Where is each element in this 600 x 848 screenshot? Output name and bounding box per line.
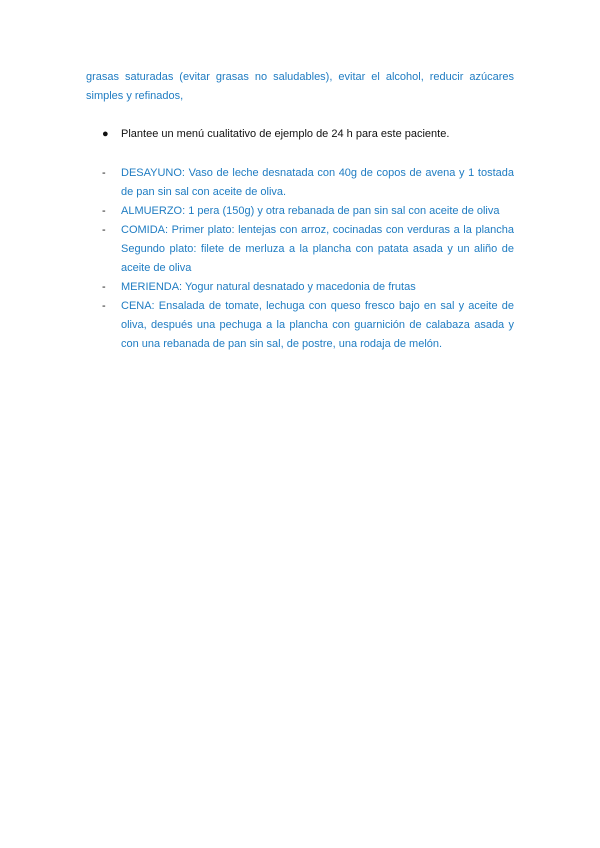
- dash-marker: -: [102, 205, 106, 217]
- dash-marker: -: [102, 224, 106, 236]
- menu-item-merienda: [102, 278, 514, 297]
- menu-item-text: MERIENDA: Yogur natural desnatado y macedonia de frutas: [121, 281, 416, 293]
- menu-item-almuerzo: [102, 202, 514, 221]
- dash-marker: -: [102, 167, 106, 179]
- menu-item-text: CENA: Ensalada de tomate, lechuga con queso fresco bajo en sal y aceite de oliva, después una pechuga a la plancha con guarnición de calabaza asada y con una rebanada de pan sin sal, de postre, una rodaja de melón.: [121, 300, 514, 350]
- menu-item-text: ALMUERZO: 1 pera (150g) y otra rebanada de pan sin sal con aceite de oliva: [121, 205, 500, 217]
- menu-list: [102, 164, 514, 354]
- menu-item-text: DESAYUNO: Vaso de leche desnatada con 40g de copos de avena y 1 tostada de pan sin sal con aceite de oliva.: [121, 167, 514, 198]
- menu-item-text: COMIDA: Primer plato: lentejas con arroz, cocinadas con verduras a la plancha Segundo plato: filete de merluza a la plancha con patata asada y un aliño de aceite de oliva: [121, 224, 514, 274]
- menu-item-desayuno: [102, 164, 514, 202]
- menu-item-cena: [102, 297, 514, 354]
- menu-item-comida: [102, 221, 514, 278]
- dash-marker: -: [102, 300, 106, 312]
- bullet-icon: ●: [102, 128, 109, 140]
- dash-marker: -: [102, 281, 106, 293]
- intro-paragraph: grasas saturadas (evitar grasas no saludables), evitar el alcohol, reducir azúcares simples y refinados,: [86, 71, 514, 102]
- question-text: Plantee un menú cualitativo de ejemplo de 24 h para este paciente.: [121, 128, 450, 140]
- question-bullet-item: [102, 125, 522, 144]
